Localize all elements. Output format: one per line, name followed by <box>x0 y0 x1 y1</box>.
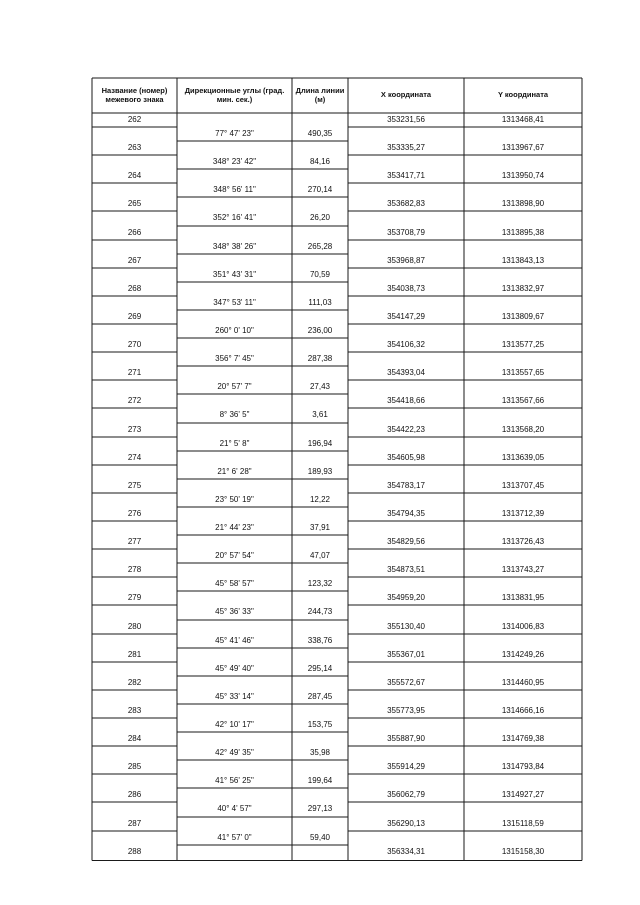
line-length: 270,14 <box>307 185 333 195</box>
direction-angle: 348° 38' 26" <box>212 241 257 251</box>
direction-angle: 20° 57' 54" <box>215 551 254 561</box>
point-name: 266 <box>127 227 142 237</box>
y-coordinate: 1313895,38 <box>501 227 545 237</box>
line-length: 338,76 <box>307 635 333 645</box>
line-length: 199,64 <box>307 776 333 786</box>
direction-angle: 41° 56' 25" <box>215 776 254 786</box>
direction-angle: 41° 57' 0" <box>217 832 252 842</box>
direction-angle: 352° 16' 41" <box>212 213 257 223</box>
point-name: 276 <box>127 508 142 518</box>
direction-angle: 348° 56' 11" <box>213 185 256 195</box>
line-length: 59,40 <box>309 832 331 842</box>
x-coordinate: 356334,31 <box>387 846 425 856</box>
y-coordinate: 1313967,67 <box>501 143 545 153</box>
x-coordinate: 354418,66 <box>387 396 425 406</box>
point-name: 288 <box>127 846 142 856</box>
point-name: 268 <box>127 283 142 293</box>
x-coordinate: 355773,95 <box>387 705 425 715</box>
line-length: 295,14 <box>307 663 333 673</box>
line-length: 297,13 <box>307 804 333 814</box>
direction-angle: 8° 36' 5" <box>219 410 250 420</box>
point-name: 285 <box>127 762 142 772</box>
line-length: 196,94 <box>307 438 333 448</box>
direction-angle: 348° 23' 42" <box>212 157 257 167</box>
direction-angle: 260° 0' 10" <box>215 326 254 336</box>
point-name: 284 <box>127 734 142 744</box>
x-coordinate: 355572,67 <box>387 677 425 687</box>
y-coordinate: 1313743,27 <box>501 565 545 575</box>
line-length: 27,43 <box>309 382 331 392</box>
line-length: 70,59 <box>309 269 331 279</box>
direction-angle: 20° 57' 7" <box>217 382 252 392</box>
direction-angle: 351° 43' 31" <box>212 269 257 279</box>
line-length: 236,00 <box>307 326 333 336</box>
x-coordinate: 354794,35 <box>387 508 425 518</box>
direction-angle: 77° 47' 23" <box>215 129 254 139</box>
header-name: Название (номер) межевого знака <box>101 86 168 104</box>
y-coordinate: 1314793,84 <box>501 762 545 772</box>
header-angle: Дирекционные углы (град. мин. сек.) <box>184 86 285 104</box>
point-name: 270 <box>127 340 142 350</box>
x-coordinate: 354783,17 <box>387 480 425 490</box>
line-length: 47,07 <box>309 551 331 561</box>
line-length: 35,98 <box>309 748 331 758</box>
y-coordinate: 1313950,74 <box>501 171 545 181</box>
y-coordinate: 1313843,13 <box>501 255 545 265</box>
point-name: 264 <box>127 171 142 181</box>
x-coordinate: 354147,29 <box>387 311 425 321</box>
direction-angle: 21° 6' 28" <box>217 466 252 476</box>
point-name: 283 <box>127 705 142 715</box>
y-coordinate: 1313712,39 <box>501 508 545 518</box>
direction-angle: 40° 4' 57" <box>217 804 252 814</box>
direction-angle: 45° 33' 14" <box>215 691 254 701</box>
line-length: 287,45 <box>307 691 333 701</box>
line-length: 265,28 <box>307 241 333 251</box>
line-length: 189,93 <box>307 466 333 476</box>
x-coordinate: 354829,56 <box>387 537 425 547</box>
y-coordinate: 1313832,97 <box>501 283 545 293</box>
direction-angle: 347° 53' 11" <box>213 297 256 307</box>
point-name: 281 <box>127 649 142 659</box>
direction-angle: 356° 7' 45" <box>215 354 254 364</box>
line-length: 3,61 <box>312 410 328 420</box>
point-name: 263 <box>127 143 142 153</box>
x-coordinate: 355130,40 <box>387 621 425 631</box>
point-name: 265 <box>127 199 142 209</box>
x-coordinate: 353417,71 <box>387 171 425 181</box>
point-name: 262 <box>127 115 142 124</box>
point-name: 277 <box>127 537 142 547</box>
x-coordinate: 353708,79 <box>387 227 425 237</box>
header-y: Y координата <box>497 90 549 99</box>
y-coordinate: 1314927,27 <box>501 790 545 800</box>
y-coordinate: 1314460,95 <box>501 677 545 687</box>
y-coordinate: 1315158,30 <box>501 846 545 856</box>
point-name: 267 <box>127 255 142 265</box>
point-name: 278 <box>127 565 142 575</box>
y-coordinate: 1313898,90 <box>501 199 545 209</box>
x-coordinate: 355367,01 <box>387 649 425 659</box>
line-length: 26,20 <box>309 213 331 223</box>
y-coordinate: 1314769,38 <box>501 734 545 744</box>
y-coordinate: 1315118,59 <box>502 818 544 828</box>
point-name: 273 <box>127 424 142 434</box>
y-coordinate: 1313577,25 <box>501 340 545 350</box>
point-name: 275 <box>127 480 142 490</box>
point-name: 286 <box>127 790 142 800</box>
y-coordinate: 1313567,66 <box>501 396 545 406</box>
x-coordinate: 354106,32 <box>387 340 425 350</box>
x-coordinate: 354605,98 <box>387 452 425 462</box>
line-length: 490,35 <box>307 129 333 139</box>
x-coordinate: 353682,83 <box>387 199 425 209</box>
point-name: 279 <box>127 593 142 603</box>
x-coordinate: 356062,79 <box>387 790 425 800</box>
y-coordinate: 1314006,83 <box>501 621 545 631</box>
line-length: 37,91 <box>309 523 331 533</box>
direction-angle: 42° 49' 35" <box>215 748 254 758</box>
y-coordinate: 1313809,67 <box>501 311 545 321</box>
direction-angle: 45° 41' 46" <box>215 635 254 645</box>
y-coordinate: 1313468,41 <box>501 115 545 124</box>
y-coordinate: 1313557,65 <box>501 368 545 378</box>
header-length: Длина линии (м) <box>295 86 345 104</box>
point-name: 271 <box>127 368 142 378</box>
line-length: 244,73 <box>307 607 333 617</box>
point-name: 269 <box>127 311 142 321</box>
point-name: 287 <box>127 818 142 828</box>
line-length: 111,03 <box>308 297 332 307</box>
direction-angle: 21° 44' 23" <box>215 523 254 533</box>
x-coordinate: 355887,90 <box>387 734 425 744</box>
y-coordinate: 1314666,16 <box>501 705 545 715</box>
x-coordinate: 354038,73 <box>387 283 425 293</box>
direction-angle: 23° 50' 19" <box>215 494 254 504</box>
point-name: 272 <box>127 396 142 406</box>
point-name: 282 <box>127 677 142 687</box>
direction-angle: 45° 49' 40" <box>215 663 254 673</box>
line-length: 12,22 <box>309 494 331 504</box>
point-name: 274 <box>127 452 142 462</box>
line-length: 287,38 <box>307 354 333 364</box>
line-length: 153,75 <box>307 720 333 729</box>
x-coordinate: 353968,87 <box>387 255 425 265</box>
x-coordinate: 355914,29 <box>387 762 425 772</box>
y-coordinate: 1313726,43 <box>501 537 545 547</box>
x-coordinate: 354959,20 <box>387 593 425 603</box>
line-length: 123,32 <box>307 579 333 589</box>
line-length: 84,16 <box>309 157 331 167</box>
direction-angle: 21° 5' 8" <box>219 438 250 448</box>
y-coordinate: 1313639,05 <box>501 452 545 462</box>
x-coordinate: 356290,13 <box>387 818 425 828</box>
y-coordinate: 1313707,45 <box>501 480 545 490</box>
x-coordinate: 354393,04 <box>387 368 425 378</box>
direction-angle: 42° 10' 17" <box>215 720 254 729</box>
y-coordinate: 1313568,20 <box>501 424 545 434</box>
x-coordinate: 354422,23 <box>387 424 425 434</box>
header-x: X координата <box>380 90 432 99</box>
direction-angle: 45° 36' 33" <box>215 607 254 617</box>
y-coordinate: 1313831,95 <box>501 593 545 603</box>
y-coordinate: 1314249,26 <box>501 649 545 659</box>
direction-angle: 45° 58' 57" <box>215 579 254 589</box>
x-coordinate: 354873,51 <box>387 565 425 575</box>
x-coordinate: 353335,27 <box>387 143 425 153</box>
x-coordinate: 353231,56 <box>387 115 425 124</box>
point-name: 280 <box>127 621 142 631</box>
